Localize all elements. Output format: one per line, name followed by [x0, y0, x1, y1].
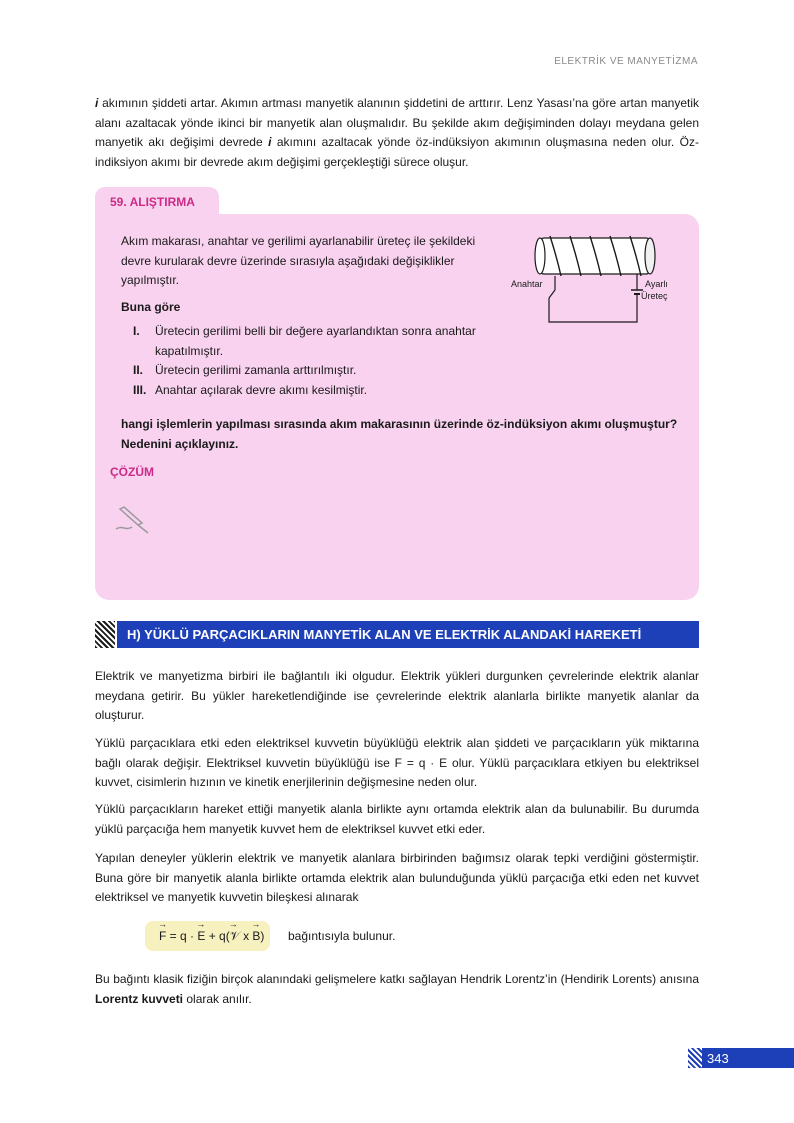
item-number: II. — [133, 363, 144, 377]
body-paragraph: Yüklü parçacıklara etki eden elektriksel kuvvetin büyüklüğü elektrik alan şiddeti ve parçacıkların yük miktarına bağlı olarak değişir. Elektriksel kuvvetin büyüklüğü ise F = q · E olur. Yüklü parçacıklara etkiyen bu elektriksel kuvvet, cisimlerin hızının ve kinetik enerjilerinin değişmesine neden olur. — [95, 736, 699, 789]
list-item — [121, 322, 501, 361]
closing-paragraph: Bu bağıntı klasik fiziğin birçok alanındaki gelişmelere katkı sağlayan Hendrik Lorentz’in (Hendirik Lorents) anısına Lorentz kuvveti olarak anılır. — [95, 972, 699, 1006]
item-text: Üretecin gerilimi zamanla arttırılmıştır. — [155, 363, 357, 377]
lorentz-term: Lorentz kuvveti — [95, 991, 184, 1006]
source-label: Üreteç — [641, 291, 668, 301]
solution-label: ÇÖZÜM — [110, 465, 154, 479]
exercise-list — [121, 322, 501, 400]
item-text: Anahtar açılarak devre akımı kesilmiştir. — [155, 382, 368, 397]
current-symbol: i — [95, 96, 99, 110]
body-paragraph: Yapılan deneyler yüklerin elektrik ve manyetik alanlara birbirinden bağımsız olarak tepki verdiğini göstermiştir. Buna göre bir manyetik alanla birlikte ortamda elektrik alan bulunduğunda yüklü parçacığa etki eden net kuvvet elektriksel ve manyetik kuvvetin bileşkesi alınarak — [95, 851, 699, 904]
formula-box — [145, 921, 270, 951]
pencil-icon — [112, 503, 152, 537]
exercise-question: hangi işlemlerin yapılması sırasında akım makarasının üzerinde öz-indüksiyon akımı oluşmuştur? Nedenini açıklayınız. — [121, 417, 678, 451]
exercise-tab — [95, 187, 219, 217]
section-bar — [117, 621, 699, 648]
item-text: Üretecin gerilimi belli bir değere ayarlandıktan sonra anahtar kapatılmıştır. — [155, 324, 476, 358]
lorentz-formula: → F = q · → E + q(→ 𝒱 x → B) — [159, 929, 264, 944]
intro-text-2: akımını azaltacak yönde öz-indüksiyon akımının oluşmasına neden olur. Öz-indiksiyon akımı bir devrede akım değişimi gerçekleştiği sürece oluşur. — [95, 135, 699, 169]
intro-paragraph — [95, 94, 699, 172]
intro-text-1: akımının şiddeti artar. Akımın artması manyetik alanının şiddetini de arttırır. Lenz Yasası’na göre artan manyetik alanı azaltacak yönde ikinci bir manyetik alan oluşmalıdır. Bu şekilde akım değişiminden dolayı meydana gelen manyetik akı değişimi devrede — [95, 96, 699, 149]
formula-suffix: bağıntısıyla bulunur. — [288, 929, 396, 943]
hatch-decoration — [95, 621, 115, 648]
list-item — [121, 381, 501, 401]
switch-label: Anahtar — [511, 279, 543, 289]
exercise-description: Akım makarası, anahtar ve gerilimi ayarlanabilir üreteç ile şekildeki devre kurularak devre üzerinde sırasıyla aşağıdaki değişiklikler yapılmıştır. — [121, 234, 476, 287]
section-header — [95, 621, 699, 648]
source-label: Ayarlı — [645, 279, 668, 289]
list-item — [121, 361, 501, 381]
switch — [549, 290, 555, 298]
current-symbol: i — [268, 135, 272, 149]
exercise-title: 59. ALIŞTIRMA — [110, 195, 195, 209]
running-header: ELEKTRİK VE MANYETİZMA — [554, 56, 698, 67]
section-title: H) YÜKLÜ PARÇACIKLARIN MANYETİK ALAN VE ELEKTRİK ALANDAKİ HAREKETİ — [127, 627, 642, 642]
solenoid — [535, 236, 655, 276]
item-number: I. — [133, 324, 140, 338]
page-number: 343 — [707, 1051, 729, 1066]
hatch-decoration — [688, 1048, 702, 1068]
body-paragraph: Elektrik ve manyetizma birbiri ile bağlantılı iki olgudur. Elektrik yükleri durgunken çevrelerinde elektrik alanlar meydana getirir. Bu yükler hareketlendiğinde ise çevrelerinde elektrik alanlarla birlikte manyetik alanlar da oluşturur. — [95, 669, 699, 722]
wires — [549, 274, 637, 322]
item-number: III. — [133, 382, 147, 397]
exercise-lead: Buna göre — [121, 300, 181, 314]
body-paragraph: Yüklü parçacıkların hareket ettiği manyetik alanla birlikte aynı ortamda elektrik alan da bulunabilir. Bu durumda yüklü parçacığa hem manyetik kuvvet hem de elektriksel kuvvet etki eder. — [95, 802, 699, 836]
circuit-diagram — [505, 228, 685, 328]
page-number-bar — [702, 1048, 794, 1068]
